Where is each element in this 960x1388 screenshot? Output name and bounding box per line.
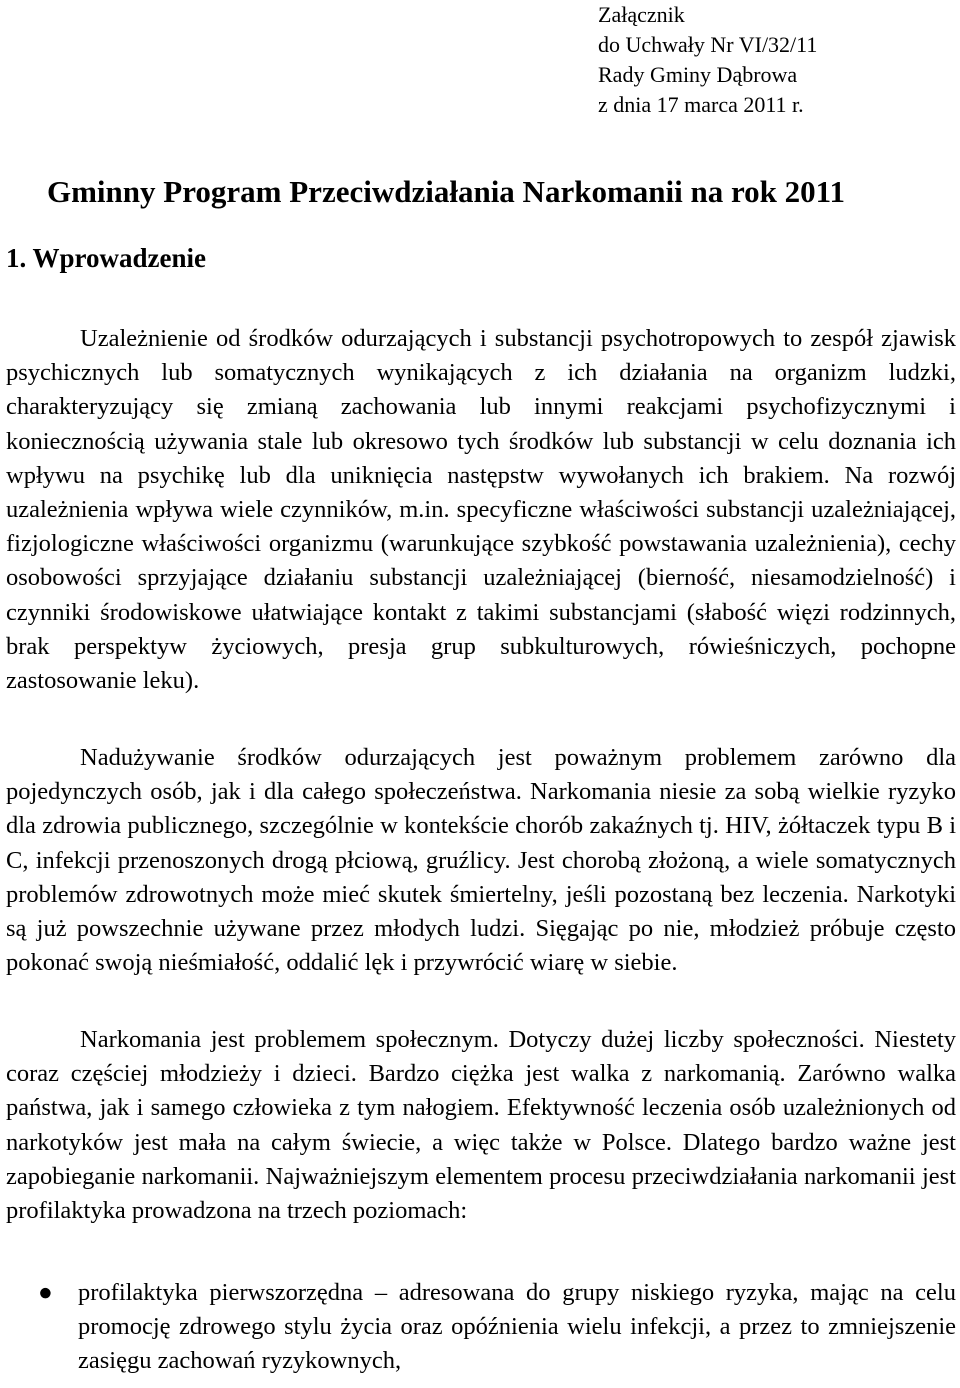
resolution-number: do Uchwały Nr VI/32/11 (598, 32, 818, 57)
bullet-icon: ● (38, 1279, 53, 1306)
council-name: Rady Gminy Dąbrowa (598, 62, 798, 87)
paragraph-1: Uzależnienie od środków odurzających i substancji psychotropowych to zespół zjawisk psychicznych lub somatycznych wynikających z ich działania na organizm ludzki, charakteryzujący się zmianą zachowania lub innymi reakcjami psychofizycznymi i koniecznością używania stale lub okresowo tych środków lub substancji w celu doznania ich wpływu na psychikę lub dla uniknięcia następstw wywołanych ich brakiem. Na rozwój uzależnienia wpływa wiele czynników, m.in. specyficzne właściwości substancji uzależniającej, fizjologiczne właściwości organizmu (warunkujące szybkość powstawania uzależnienia), cechy osobowości sprzyjające działaniu substancji uzależniającej (bierność, niesamodzielność) i czynniki środowiskowe ułatwiające kontakt z takimi substancjami (słabość więzi rodzinnych, brak perspektyw życiowych, presja grup subkulturowych, rówieśniczych, pochopne zastosowanie leku). (6, 325, 956, 695)
paragraph-3: Narkomania jest problemem społecznym. Dotyczy dużej liczby społeczności. Niestety coraz częściej młodzieży i dzieci. Bardzo ciężka jest walka z narkomanią. Zarówno walka państwa, jak i samego człowieka z tym nałogiem. Efektywność leczenia osób uzależnionych od narkotyków jest mała na całym świecie, a więc także w Polsce. Dlatego bardzo ważne jest zapobieganie narkomanii. Najważniejszym elementem procesu przeciwdziałania narkomanii jest profilaktyka prowadzona na trzech poziomach: (6, 1026, 956, 1225)
section-heading: 1. Wprowadzenie (6, 243, 207, 273)
bullet-list (6, 1276, 956, 1379)
paragraph-2: Nadużywanie środków odurzających jest poważnym problemem zarówno dla pojedynczych osób, jak i dla całego społeczeństwa. Narkomania niesie za sobą wielkie ryzyko dla zdrowia publicznego, szczególnie w kontekście chorób zakaźnych tj. HIV, żółtaczek typu B i C, infekcji przenoszonych drogą płciową, gruźlicy. Jest chorobą złożoną, a wiele somatycznych problemów zdrowotnych może mieć skutek śmiertelny, jeśli pozostaną bez leczenia. Narkotyki są już powszechnie używane przez młodych ludzi. Sięgając po nie, młodzież próbuje często pokonać swoją nieśmiałość, oddalić lęk i przywrócić wiarę w siebie. (6, 744, 956, 977)
annex-label: Załącznik (598, 2, 685, 27)
list-item-text: profilaktyka pierwszorzędna – adresowana do grupy niskiego ryzyka, mając na celu promocję zdrowego stylu życia oraz opóźnienia wielu infekcji, a przez to zmniejszenie zasięgu zachowań ryzykownych, (78, 1279, 956, 1375)
resolution-date: z dnia 17 marca 2011 r. (598, 92, 804, 117)
annex-block (598, 0, 817, 120)
list-item (6, 1276, 956, 1379)
document-title: Gminny Program Przeciwdziałania Narkomanii na rok 2011 (47, 174, 845, 209)
